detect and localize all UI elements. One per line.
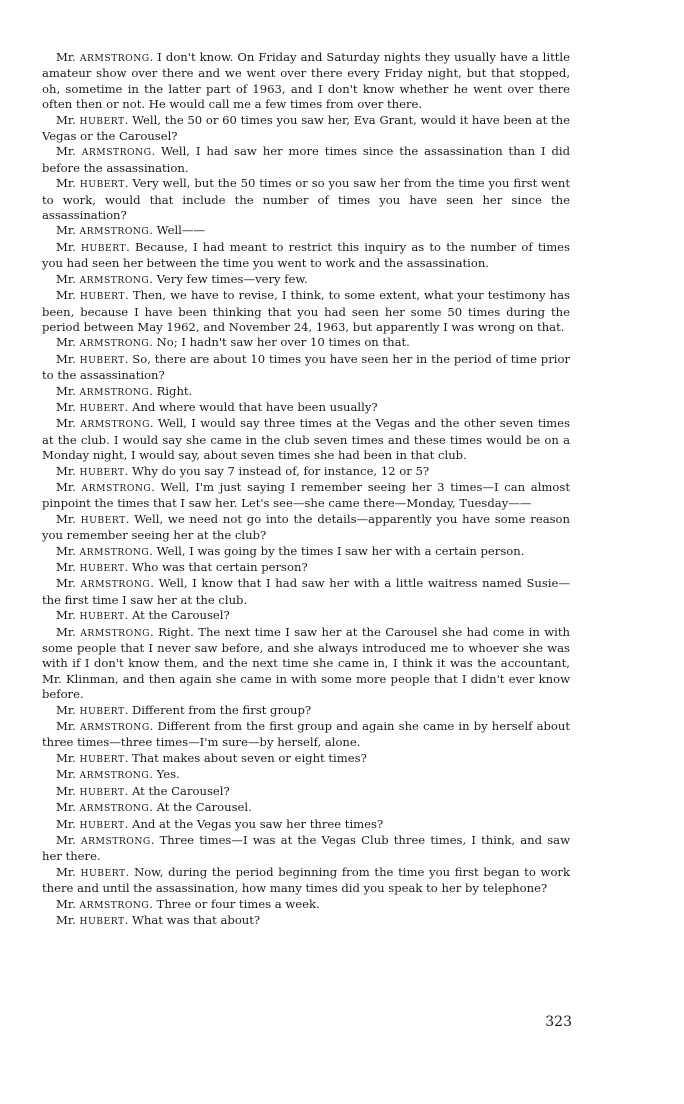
speaker-name: HUBERT [80,867,126,879]
testimony-paragraph: Mr. ARMSTRONG. I don't know. On Friday and Saturday nights they usually have a little amateur show over there and we went over there every Friday night, but that stopped, oh, sometime in the latter part of 1963, and I don't know whether he went over there often then or not. He would call me a few times from over there. [42,50,570,112]
speaker-name: ARMSTRONG [79,274,150,286]
speech-text: Well, I'm just saying I remember seeing her 3 times—I can almost pinpoint the times that I saw her. Let's see—she came there—Monday, Tuesday—— [42,479,571,511]
testimony-paragraph: Mr. ARMSTRONG. Well, I was going by the times I saw her with a certain person. [56,543,525,558]
testimony-paragraph: Mr. HUBERT. So, there are about 10 times you have seen her in the period of time prior to the assassination? [42,351,570,383]
speaker-honorific: Mr. [56,479,76,494]
speaker-honorific: Mr. [56,543,76,558]
speech-text: And at the Vegas you saw her three times? [132,816,384,831]
speaker-honorific: Mr. [56,399,76,414]
speaker-honorific: Mr. [56,463,76,478]
speech-text: Well—— [156,223,206,238]
speaker-honorific: Mr. [56,239,76,254]
speech-text: Well, I was going by the times I saw her with a certain person. [156,543,525,558]
speech-text: Well, we need not go into the details—apparently you have some reason you remember seeing her at the club? [42,511,571,543]
speech-text: Well, I had saw her more times since the assassination than I did before the assassination. [42,144,570,175]
speech-text: Now, during the period beginning from the time you first began to work there and until the assassination, how many times did you speak to her by telephone? [42,864,570,896]
speech-text: Very few times—very few. [156,271,308,286]
speech-text: Because, I had meant to restrict this inquiry as to the number of times you had seen her between the time you went to work and the assassination. [42,239,570,271]
speaker-name: HUBERT [79,819,125,831]
speaker-name: ARMSTRONG [79,899,150,911]
speaker-honorific: Mr. [56,112,76,127]
speaker-honorific: Mr. [56,576,76,591]
speaker-name: ARMSTRONG [79,53,150,64]
speaker-name: ARMSTRONG [79,770,150,782]
speaker-name: ARMSTRONG [79,338,150,350]
testimony-paragraph: Mr. HUBERT. Then, we have to revise, I think, to some extent, what your testimony has been, because I have been thinking that you had seen her some 50 times during the period between May 1962, and November 24, 1963, but apparently I was wrong on that. [42,288,570,334]
testimony-paragraph: Mr. HUBERT. Well, the 50 or 60 times you saw her, Eva Grant, would it have been at the Vegas or the Carousel? [42,112,570,144]
testimony-paragraph: Mr. ARMSTRONG. Well, I had saw her more times since the assassination than I did before the assassination. [42,144,570,175]
testimony-paragraph: Mr. HUBERT. At the Carousel? [56,608,230,623]
testimony-paragraph: Mr. HUBERT. At the Carousel? [56,783,230,798]
testimony-paragraph: Mr. ARMSTRONG. Three times—I was at the Vegas Club three times, I think, and saw her there. [42,832,571,864]
speaker-honorific: Mr. [56,864,76,879]
speech-text: Right. The next time I saw her at the Carousel she had come in with some people that I never saw before, and she always introduced me to whoever she was with if I don't know them, and the next time she came in, I think it was the accountant, Mr. Klinman, and then again she came in with some more people that I didn't ever know before. [42,624,571,702]
speech-text: Right. [156,383,193,398]
speech-text: No; I hadn't saw her over 10 times on that. [156,335,410,350]
testimony-paragraph: Mr. ARMSTRONG. Well—— [56,223,206,238]
speaker-honorific: Mr. [56,800,76,815]
speaker-honorific: Mr. [56,335,76,350]
transcript-body [42,50,570,929]
speaker-name: HUBERT [80,514,126,526]
speaker-honorific: Mr. [56,702,76,717]
testimony-paragraph: Mr. HUBERT. Different from the first group? [56,702,312,717]
speaker-name: HUBERT [79,115,125,127]
speech-text: What was that about? [132,912,261,927]
testimony-paragraph: Mr. HUBERT. Well, we need not go into the details—apparently you have some reason you remember seeing her at the club? [42,511,571,543]
testimony-paragraph: Mr. ARMSTRONG. No; I hadn't saw her over 10 times on that. [56,335,410,350]
speech-text: Who was that certain person? [132,560,308,574]
speaker-name: ARMSTRONG [81,482,152,494]
speaker-name: HUBERT [79,466,125,478]
speech-text: Then, we have to revise, I think, to some extent, what your testimony has been, because I have been thinking that you had seen her some 50 times during the period between May 1962, and November 24, 1963, but apparently I was wrong on that. [42,288,570,334]
speaker-honorific: Mr. [56,750,76,765]
speech-text: Yes. [156,767,180,782]
speaker-honorific: Mr. [56,783,76,798]
speaker-honorific: Mr. [56,416,76,431]
speaker-honorific: Mr. [56,288,76,303]
testimony-paragraph: Mr. ARMSTRONG. Different from the first group and again she came in by herself about three times—three times—I'm sure—by herself, alone. [42,719,571,750]
testimony-paragraph: Mr. HUBERT. What was that about? [56,912,261,927]
speech-text: At the Carousel? [132,783,230,798]
speech-text: Different from the first group? [132,702,312,717]
testimony-paragraph: Mr. HUBERT. That makes about seven or eight times? [56,750,367,765]
speech-text: Well, I would say three times at the Vegas and the other seven times at the club. I would say she came in the club seven times and these times would be on a Monday night, I would say, about seven times she had been in that club. [42,416,570,463]
speaker-name: HUBERT [79,753,125,765]
page-number: 323 [545,1014,572,1030]
speech-text: Three times—I was at the Vegas Club three times, I think, and saw her there. [42,832,571,864]
speaker-name: ARMSTRONG [80,419,150,431]
speaker-name: ARMSTRONG [79,803,150,815]
speaker-name: ARMSTRONG [80,579,151,591]
speaker-honorific: Mr. [56,176,76,191]
speaker-name: HUBERT [79,291,126,303]
speaker-honorific: Mr. [56,50,76,64]
speaker-honorific: Mr. [56,816,76,831]
testimony-paragraph: Mr. ARMSTRONG. Right. [56,383,193,398]
speaker-honorific: Mr. [56,912,76,927]
speech-text: And where would that have been usually? [132,399,378,414]
testimony-paragraph: Mr. HUBERT. Why do you say 7 instead of, for instance, 12 or 5? [56,463,430,478]
speaker-honorific: Mr. [56,560,76,574]
testimony-paragraph: Mr. HUBERT. Because, I had meant to restrict this inquiry as to the number of times you had seen her between the time you went to work and the assassination. [42,239,570,271]
speaker-name: HUBERT [79,705,125,717]
testimony-paragraph: Mr. ARMSTRONG. Well, I would say three times at the Vegas and the other seven times at the club. I would say she came in the club seven times and these times would be on a Monday night, I would say, about seven times she had been in that club. [42,416,570,463]
speech-text: Three or four times a week. [156,896,320,911]
speaker-name: HUBERT [79,354,125,366]
speech-text: At the Carousel? [132,608,230,623]
testimony-paragraph: Mr. ARMSTRONG. Very few times—very few. [56,271,308,286]
testimony-paragraph: Mr. ARMSTRONG. Three or four times a week. [56,896,320,911]
speaker-name: HUBERT [79,786,125,798]
speech-text: Well, I know that I had saw her with a little waitress named Susie—the first time I saw her at the club. [42,576,570,607]
speech-text: That makes about seven or eight times? [132,750,367,765]
testimony-paragraph: Mr. HUBERT. Very well, but the 50 times or so you saw her from the time you first went to work, would that include the number of times you have seen her since the assassination? [42,176,571,223]
speaker-honorific: Mr. [56,144,76,159]
speaker-honorific: Mr. [56,351,76,366]
speech-text: So, there are about 10 times you have seen her in the period of time prior to the assassination? [42,351,570,383]
speech-text: I don't know. On Friday and Saturday nights they usually have a little amateur show over there and we went over there every Friday night, but that stopped, oh, sometime in the latter part of 1963, and I don't know whether he went over there often then or not. He would call me a few times from over there. [42,50,570,112]
testimony-paragraph: Mr. ARMSTRONG. Well, I'm just saying I remember seeing her 3 times—I can almost pinpoint the times that I saw her. Let's see—she came there—Monday, Tuesday—— [42,479,571,511]
speaker-name: ARMSTRONG [79,386,150,398]
speech-text: Very well, but the 50 times or so you saw her from the time you first went to work, would that include the number of times you have seen her since the assassination? [42,176,571,223]
speaker-honorific: Mr. [56,767,76,782]
speaker-honorific: Mr. [56,271,76,286]
speaker-name: HUBERT [79,402,125,414]
speaker-name: ARMSTRONG [81,147,152,159]
speaker-honorific: Mr. [56,223,76,238]
testimony-paragraph: Mr. HUBERT. Now, during the period beginning from the time you first began to work there and until the assassination, how many times did you speak to her by telephone? [42,864,570,896]
testimony-paragraph: Mr. ARMSTRONG. Right. The next time I saw her at the Carousel she had come in with some people that I never saw before, and she always introduced me to whoever she was with if I don't know them, and the next time she came in, I think it was the accountant, Mr. Klinman, and then again she came in with some more people that I didn't ever know before. [42,624,571,702]
testimony-paragraph: Mr. HUBERT. And where would that have been usually? [56,399,378,414]
testimony-paragraph: Mr. ARMSTRONG. At the Carousel. [56,800,252,815]
speech-text: Well, the 50 or 60 times you saw her, Eva Grant, would it have been at the Vegas or the Carousel? [42,112,570,144]
speech-text: Different from the first group and again she came in by herself about three times—three times—I'm sure—by herself, alone. [42,719,571,750]
speaker-name: ARMSTRONG [80,627,150,639]
testimony-paragraph: Mr. HUBERT. And at the Vegas you saw her three times? [56,816,384,831]
testimony-paragraph: Mr. HUBERT. Who was that certain person? [56,560,308,574]
speaker-name: ARMSTRONG [79,722,150,734]
speaker-name: HUBERT [79,179,125,191]
speaker-name: ARMSTRONG [79,226,150,238]
speaker-name: HUBERT [79,915,125,927]
speaker-name: HUBERT [79,563,125,574]
speaker-honorific: Mr. [56,719,76,734]
speaker-honorific: Mr. [56,383,76,398]
speaker-honorific: Mr. [56,832,76,847]
speaker-honorific: Mr. [56,608,76,623]
speaker-honorific: Mr. [56,624,76,639]
speech-text: Why do you say 7 instead of, for instance, 12 or 5? [132,463,430,478]
speaker-name: ARMSTRONG [81,835,151,847]
speech-text: At the Carousel. [156,800,252,815]
speaker-name: ARMSTRONG [79,546,150,558]
speaker-name: HUBERT [79,611,125,623]
testimony-paragraph: Mr. ARMSTRONG. Well, I know that I had saw her with a little waitress named Susie—the first time I saw her at the club. [42,576,570,607]
speaker-honorific: Mr. [56,896,76,911]
speaker-name: HUBERT [81,242,127,254]
testimony-paragraph: Mr. ARMSTRONG. Yes. [56,767,180,782]
speaker-honorific: Mr. [56,511,76,526]
